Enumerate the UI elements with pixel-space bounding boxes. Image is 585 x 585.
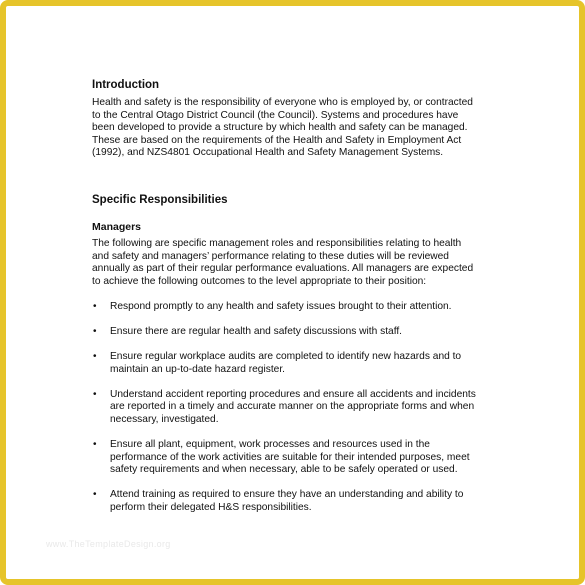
paragraph-line: The following are specific management roles and responsibilities relating to health (92, 237, 462, 249)
bullet-icon: • (93, 489, 97, 501)
paragraph-line: (1992), and NZS4801 Occupational Health and Safety Management Systems. (92, 147, 444, 159)
paragraph-line: These are based on the requirements of the Health and Safety in Employment Act (92, 134, 462, 146)
list-item-line: Ensure there are regular health and safety discussions with staff. (110, 326, 403, 338)
specific-responsibilities-section (92, 193, 522, 514)
bullet-icon: • (93, 351, 97, 363)
paragraph-line: to the Central Otago District Council (the Council). Systems and procedures have (92, 109, 459, 121)
list-item (92, 439, 522, 477)
bullet-icon: • (93, 301, 97, 313)
introduction-paragraph (92, 97, 522, 160)
paragraph-line: Health and safety is the responsibility of everyone who is employed by, or contracted (92, 97, 473, 108)
managers-responsibility-list (92, 301, 522, 514)
introduction-heading: Introduction (92, 79, 160, 91)
paragraph-line: and safety and managers’ performance relating to these duties will be reviewed (92, 250, 449, 262)
list-item (92, 326, 522, 339)
list-item-line: performance of the work activities are suitable for their intended purposes, meet (110, 451, 470, 463)
bullet-icon: • (93, 388, 97, 400)
watermark-text: www.TheTemplateDesign.org (46, 539, 171, 549)
list-item (92, 351, 522, 376)
list-item (92, 489, 522, 514)
introduction-section (92, 78, 522, 160)
managers-paragraph (92, 238, 522, 288)
list-item-line: Attend training as required to ensure they have an understanding and ability to (110, 489, 464, 501)
section-gap (92, 160, 522, 193)
list-item-line: Ensure regular workplace audits are completed to identify new hazards and to (110, 351, 462, 363)
list-item-line: Understand accident reporting procedures and ensure all accidents and incidents (110, 388, 476, 400)
list-item (92, 301, 522, 314)
list-item-line: Respond promptly to any health and safety issues brought to their attention. (110, 301, 452, 313)
list-item-line: perform their delegated H&S responsibilities. (110, 501, 312, 513)
list-item-line: Ensure all plant, equipment, work processes and resources used in the (110, 439, 430, 451)
bullet-icon: • (93, 326, 97, 338)
list-item-line: safety requirements and when necessary, able to be safely operated or used. (110, 464, 458, 476)
heading-gap (92, 212, 522, 221)
specific-responsibilities-heading: Specific Responsibilities (92, 193, 228, 206)
paragraph-line: to achieve the following outcomes to the level appropriate to their position: (92, 275, 427, 287)
list-item-line: are reported in a timely and accurate manner on the appropriate forms and when (110, 401, 475, 413)
list-item (92, 389, 522, 427)
bullet-icon: • (93, 439, 97, 451)
list-item-line: necessary, investigated. (110, 414, 219, 426)
paragraph-line: annually as part of their regular performance evaluations. All managers are expected (92, 263, 474, 275)
document-page (92, 78, 522, 527)
managers-heading: Managers (92, 220, 142, 233)
list-item-line: maintain an up-to-date hazard register. (110, 363, 285, 375)
paragraph-line: been developed to provide a structure by which health and safety can be managed. (92, 122, 468, 134)
